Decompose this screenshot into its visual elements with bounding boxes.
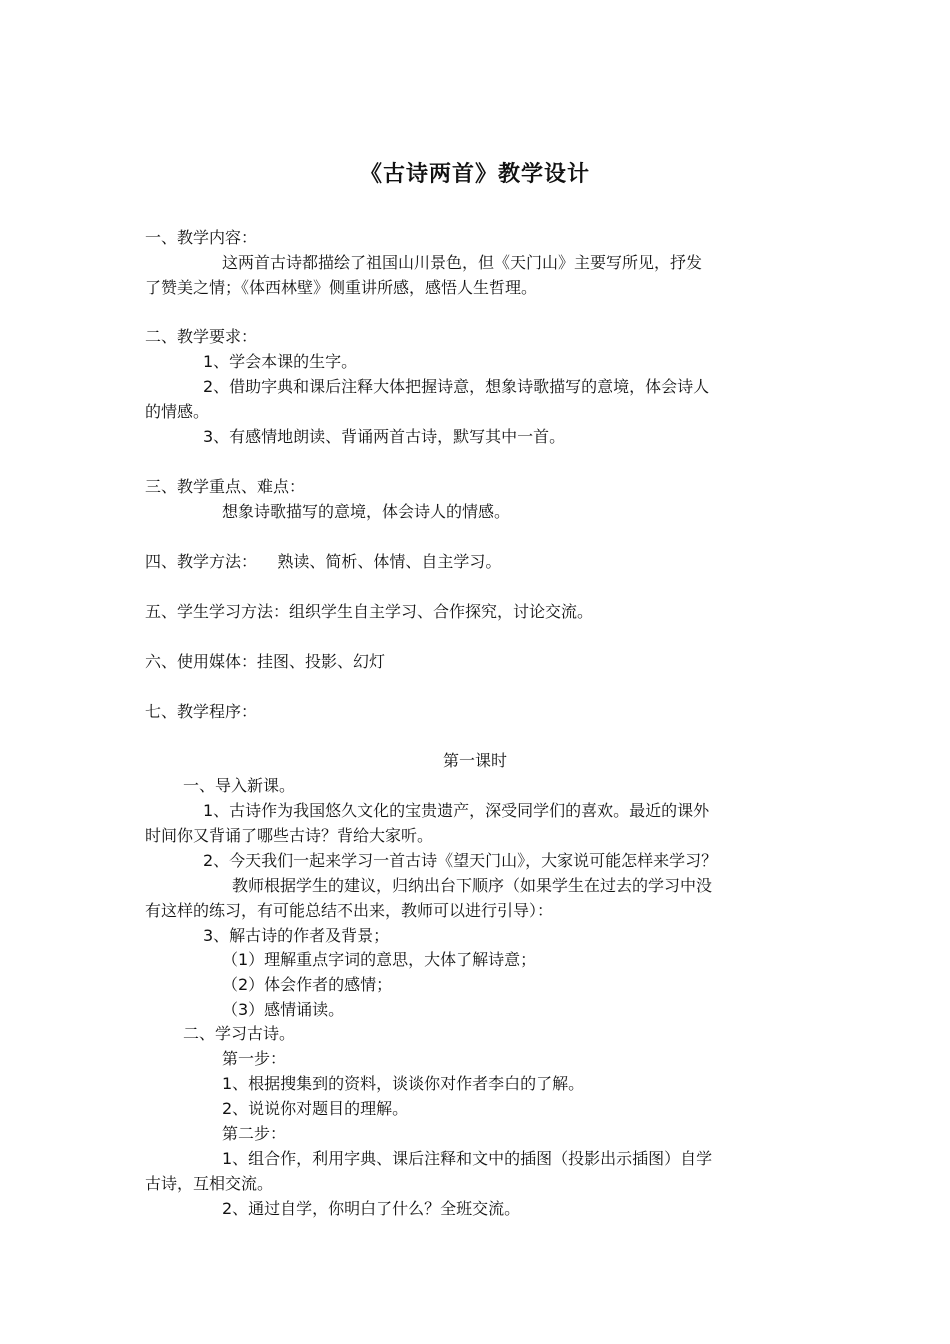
section-methods: 四、教学方法： 熟读、简析、体情、自主学习。 [145, 552, 502, 571]
procedure-item: 1、古诗作为我国悠久文化的宝贵遗产，深受同学们的喜欢。最近的课外 [203, 801, 710, 820]
procedure-item: 3、解古诗的作者及背景； [203, 926, 390, 945]
section-heading-key-points: 三、教学重点、难点： [145, 477, 306, 496]
requirement-item: 3、有感情地朗读、背诵两首古诗，默写其中一首。 [203, 427, 566, 446]
step-item: 2、通过自学，你明白了什么？全班交流。 [222, 1199, 521, 1218]
procedure-subitem: （1）理解重点字词的意思，大体了解诗意； [222, 950, 537, 969]
step-item: 1、根据搜集到的资料，谈谈你对作者李白的了解。 [222, 1074, 585, 1093]
section-student-methods: 五、学生学习方法：组织学生自主学习、合作探究，讨论交流。 [145, 602, 594, 621]
procedure-item: 2、今天我们一起来学习一首古诗《望天门山》，大家说可能怎样来学习？ [203, 851, 718, 870]
requirement-item: 2、借助字典和课后注释大体把握诗意，想象诗歌描写的意境，体会诗人 [203, 377, 710, 396]
section-body-line: 了赞美之情；《体西林壁》侧重讲所感，感悟人生哲理。 [145, 278, 538, 297]
part-heading: 二、学习古诗。 [183, 1024, 296, 1043]
section-heading-content: 一、教学内容： [145, 228, 258, 247]
procedure-note-continued: 有这样的练习，有可能总结不出来，教师可以进行引导）： [145, 901, 554, 920]
procedure-item-continued: 时间你又背诵了哪些古诗？背给大家听。 [145, 826, 434, 845]
section-media: 六、使用媒体：挂图、投影、幻灯 [145, 652, 386, 671]
step-heading: 第二步： [222, 1124, 287, 1143]
section-body-line: 想象诗歌描写的意境，体会诗人的情感。 [222, 502, 511, 521]
part-heading: 一、导入新课。 [183, 776, 296, 795]
requirement-item-continued: 的情感。 [145, 402, 210, 421]
step-heading: 第一步： [222, 1049, 287, 1068]
step-item: 2、说说你对题目的理解。 [222, 1099, 409, 1118]
step-item-continued: 古诗，互相交流。 [145, 1174, 274, 1193]
procedure-subitem: （3）感情诵读。 [222, 1000, 345, 1019]
procedure-subitem: （2）体会作者的感情； [222, 975, 393, 994]
section-heading-requirements: 二、教学要求： [145, 327, 258, 346]
document-title: 《古诗两首》教学设计 [359, 162, 590, 187]
period-heading: 第一课时 [442, 751, 507, 770]
procedure-note: 教师根据学生的建议，归纳出台下顺序（如果学生在过去的学习中没 [232, 876, 713, 895]
section-heading-procedure: 七、教学程序： [145, 702, 258, 721]
step-item: 1、组合作，利用字典、课后注释和文中的插图（投影出示插图）自学 [222, 1149, 713, 1168]
section-body-line: 这两首古诗都描绘了祖国山川景色，但《天门山》主要写所见，抒发 [222, 253, 703, 272]
requirement-item: 1、学会本课的生字。 [203, 352, 358, 371]
